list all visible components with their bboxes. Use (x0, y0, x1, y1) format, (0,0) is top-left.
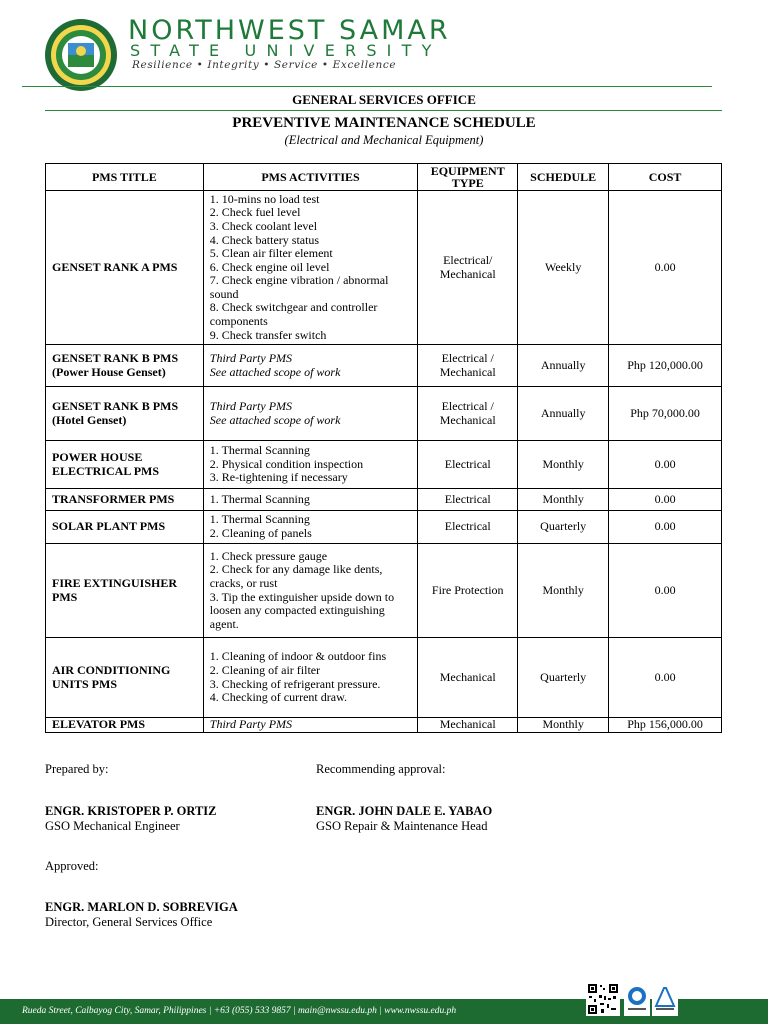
schedule: Weekly (518, 191, 609, 345)
activity-item: 7. Check engine vibration / abnormal sound (209, 273, 389, 301)
header-divider (22, 86, 712, 87)
table-row (46, 511, 722, 544)
approved-position: Director, General Services Office (45, 915, 213, 929)
pms-title: GENSET RANK B PMS (52, 398, 179, 413)
cost: 0.00 (609, 544, 722, 638)
col-header-schedule: SCHEDULE (518, 164, 609, 191)
table-row (46, 489, 722, 511)
activity-item: 3. Tip the extinguisher upside down to loosen any compacted extinguishing agent. (209, 589, 395, 631)
approved-label: Approved: (45, 859, 99, 873)
activity-item: 3. Re-tightening if necessary (209, 470, 348, 485)
activity-item: 1. Check pressure gauge (209, 548, 328, 563)
activity-item: Third Party PMS (209, 717, 293, 732)
activity-item: See attached scope of work (209, 412, 341, 427)
activity-item: 4. Checking of current draw. (209, 690, 347, 705)
pms-title-note: (Power House Genset) (52, 364, 166, 379)
cost: 0.00 (609, 489, 722, 511)
activity-item: 2. Physical condition inspection (209, 456, 364, 471)
pms-activities (203, 638, 417, 718)
table-header-row (46, 164, 722, 191)
activity-item: 5. Clean air filter element (209, 246, 333, 261)
pms-activities (203, 387, 417, 441)
pms-title: TRANSFORMER PMS (46, 489, 204, 511)
cost: Php 156,000.00 (609, 718, 722, 733)
activity-item: 2. Check fuel level (209, 205, 301, 220)
equipment-type: Electrical / Mechanical (418, 345, 518, 387)
pms-title: AIR CONDITIONING UNITS PMS (46, 638, 204, 718)
schedule: Quarterly (518, 511, 609, 544)
qr-code-icon (586, 982, 620, 1016)
table-row (46, 638, 722, 718)
pms-title: POWER HOUSE ELECTRICAL PMS (46, 441, 204, 489)
pms-activities (203, 544, 417, 638)
approved-block (45, 900, 238, 930)
activity-item: 1. Cleaning of indoor & outdoor fins (209, 649, 387, 664)
office-name: GENERAL SERVICES OFFICE (292, 92, 476, 107)
cost: 0.00 (609, 191, 722, 345)
equipment-type: Electrical (418, 441, 518, 489)
activity-item: 2. Check for any damage like dents, cracks, or rust (209, 562, 383, 590)
pms-activities (203, 511, 417, 544)
document-title: PREVENTIVE MAINTENANCE SCHEDULE (232, 115, 536, 131)
recommending-block (316, 804, 492, 834)
recommending-position: GSO Repair & Maintenance Head (316, 819, 488, 833)
equipment-type: Mechanical (418, 718, 518, 733)
pms-table (45, 163, 722, 733)
pms-activities (203, 441, 417, 489)
table-row (46, 345, 722, 387)
activity-item: Third Party PMS (209, 398, 293, 413)
schedule: Monthly (518, 544, 609, 638)
accreditation-badge-icon (652, 982, 678, 1016)
prepared-by-block (45, 804, 216, 834)
equipment-type: Electrical/ Mechanical (418, 191, 518, 345)
pms-title-note: (Hotel Genset) (52, 412, 127, 427)
activity-item: 1. Thermal Scanning (209, 443, 310, 458)
table-row (46, 718, 722, 733)
activity-item: 3. Checking of refrigerant pressure. (209, 676, 381, 691)
pms-title: SOLAR PLANT PMS (46, 511, 204, 544)
col-header-cost: COST (609, 164, 722, 191)
activity-item: 1. Thermal Scanning (209, 491, 310, 506)
prepared-by-position: GSO Mechanical Engineer (45, 819, 180, 833)
university-tagline: Resilience • Integrity • Service • Excellence (132, 59, 397, 71)
equipment-type: Mechanical (418, 638, 518, 718)
activity-item: 1. 10-mins no load test (209, 191, 320, 206)
pms-title: ELEVATOR PMS (46, 718, 204, 733)
schedule: Monthly (518, 441, 609, 489)
activity-item: 3. Check coolant level (209, 218, 318, 233)
cost: 0.00 (609, 511, 722, 544)
pms-activities (203, 345, 417, 387)
pms-title-cell (46, 387, 204, 441)
recommending-approval-label: Recommending approval: (316, 762, 446, 776)
pms-title: FIRE EXTINGUISHER PMS (46, 544, 204, 638)
equipment-type: Fire Protection (418, 544, 518, 638)
cost: 0.00 (609, 638, 722, 718)
activity-item: 1. Thermal Scanning (209, 512, 310, 527)
certification-badge-icon (624, 982, 650, 1016)
pms-title: GENSET RANK A PMS (46, 191, 204, 345)
pms-activities (203, 718, 417, 733)
university-subtitle: STATE UNIVERSITY (130, 41, 442, 60)
university-name: NORTHWEST SAMAR (128, 15, 451, 46)
table-row (46, 387, 722, 441)
activity-item: 8. Check switchgear and controller components (209, 300, 378, 329)
office-divider (45, 110, 722, 111)
table-row (46, 544, 722, 638)
cost: 0.00 (609, 441, 722, 489)
table-row (46, 441, 722, 489)
cost: Php 120,000.00 (609, 345, 722, 387)
equipment-type: Electrical / Mechanical (418, 387, 518, 441)
pms-activities (203, 489, 417, 511)
activity-item: 2. Cleaning of panels (209, 526, 312, 540)
approved-name: ENGR. MARLON D. SOBREVIGA (45, 900, 238, 914)
equipment-type: Electrical (418, 511, 518, 544)
document-subtitle: (Electrical and Mechanical Equipment) (284, 133, 484, 147)
pms-title-cell (46, 345, 204, 387)
activity-item: 2. Cleaning of air filter (209, 662, 321, 677)
col-header-type: EQUIPMENT TYPE (418, 164, 518, 191)
prepared-by-label: Prepared by: (45, 762, 109, 776)
pms-activities (203, 191, 417, 345)
activity-item: 9. Check transfer switch (209, 327, 327, 342)
schedule: Quarterly (518, 638, 609, 718)
university-seal-logo (44, 18, 118, 92)
schedule: Annually (518, 387, 609, 441)
schedule: Monthly (518, 489, 609, 511)
equipment-type: Electrical (418, 489, 518, 511)
col-header-title: PMS TITLE (46, 164, 204, 191)
schedule: Annually (518, 345, 609, 387)
pms-title: GENSET RANK B PMS (52, 350, 179, 365)
schedule: Monthly (518, 718, 609, 733)
activity-item: 4. Check battery status (209, 232, 320, 247)
prepared-by-name: ENGR. KRISTOPER P. ORTIZ (45, 804, 217, 818)
footer-contact-text: Rueda Street, Calbayog City, Samar, Philippines | +63 (055) 533 9857 | main@nwssu.edu.ph | www.nwssu.edu.ph (22, 1006, 457, 1016)
col-header-activities: PMS ACTIVITIES (203, 164, 417, 191)
recommending-name: ENGR. JOHN DALE E. YABAO (316, 804, 493, 818)
activity-item: Third Party PMS (209, 350, 293, 365)
activity-item: 6. Check engine oil level (209, 259, 330, 274)
table-row (46, 191, 722, 345)
activity-item: See attached scope of work (209, 364, 341, 379)
cost: Php 70,000.00 (609, 387, 722, 441)
